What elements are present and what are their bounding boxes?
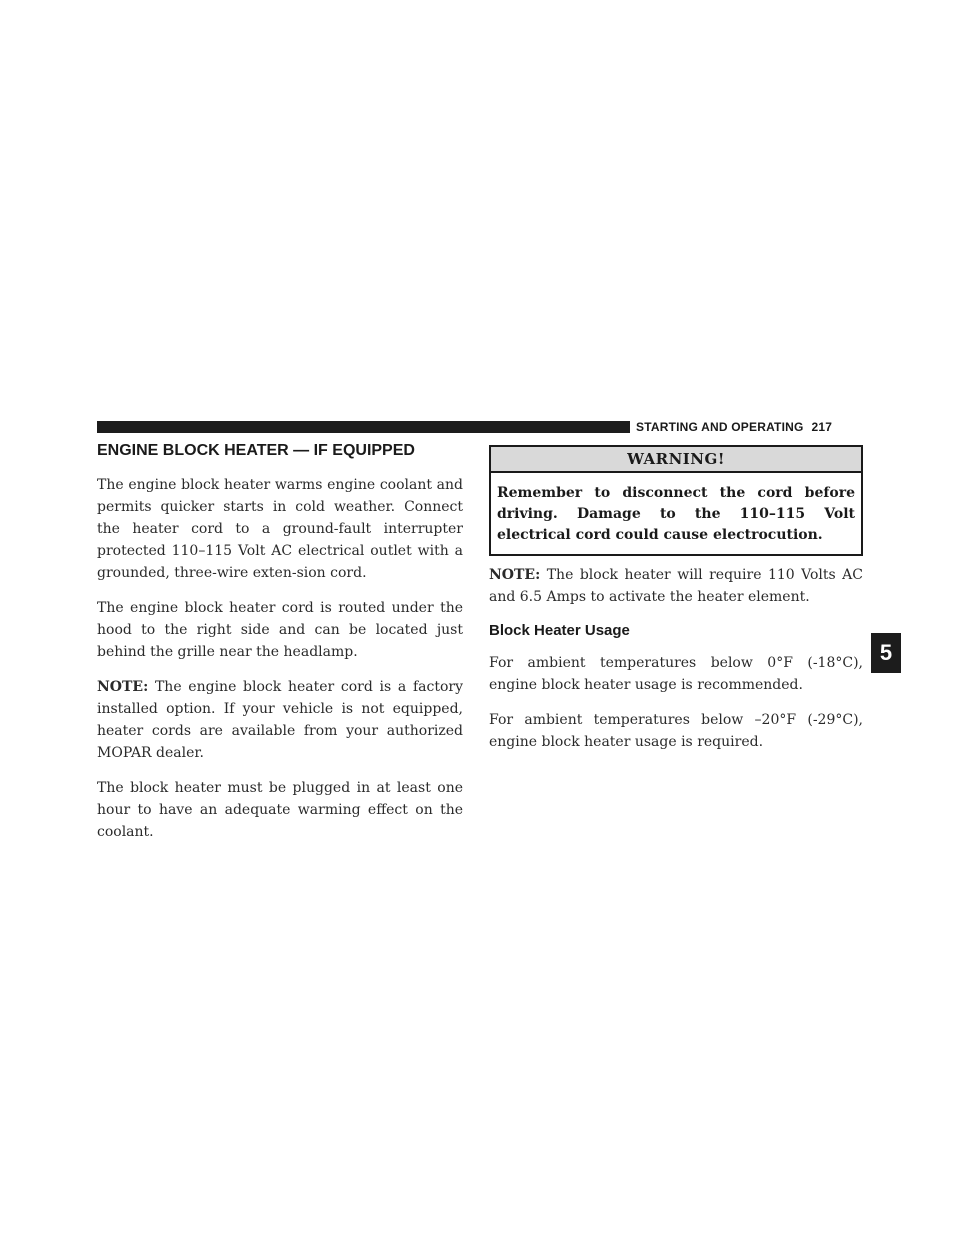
paragraph-cord-location: The engine block heater cord is routed under the hood to the right side and can be located just behind the grille near the headlamp. <box>97 600 463 660</box>
header-section-title: STARTING AND OPERATING <box>636 420 804 434</box>
note-label: NOTE: <box>489 567 541 583</box>
note-text: The engine block heater cord is a factory installed option. If your vehicle is not equipped, heater cords are available from your authorized MOPAR dealer. <box>97 679 463 761</box>
section-heading: ENGINE BLOCK HEATER — IF EQUIPPED <box>97 442 415 459</box>
left-column <box>97 440 463 856</box>
note-factory-option <box>97 676 463 764</box>
warning-box <box>489 445 863 556</box>
chapter-tab: 5 <box>871 633 901 673</box>
running-header <box>636 417 864 437</box>
note-text: The block heater will require 110 Volts AC and 6.5 Amps to activate the heater element. <box>489 567 863 605</box>
subsection-heading: Block Heater Usage <box>489 622 630 639</box>
paragraph-intro: The engine block heater warms engine coolant and permits quicker starts in cold weather. Connect the heater cord to a ground-fault interrupter protected 110–115 Volt AC electrical outlet with a grounded, three-wire exten-sion cord. <box>97 477 463 581</box>
note-label: NOTE: <box>97 679 149 695</box>
note-power-requirement <box>489 564 863 608</box>
right-column <box>489 445 863 766</box>
paragraph-recommended: For ambient temperatures below 0°F (-18°C), engine block heater usage is recommended. <box>489 655 863 693</box>
header-rule <box>97 421 630 433</box>
warning-title: WARNING! <box>491 447 861 473</box>
page-number: 217 <box>811 420 833 434</box>
warning-text: Remember to disconnect the cord before driving. Damage to the 110–115 Volt electrical cord could cause electrocution. <box>497 485 855 543</box>
paragraph-plug-time: The block heater must be plugged in at least one hour to have an adequate warming effect on the coolant. <box>97 780 463 840</box>
paragraph-required: For ambient temperatures below –20°F (-29°C), engine block heater usage is required. <box>489 712 863 750</box>
